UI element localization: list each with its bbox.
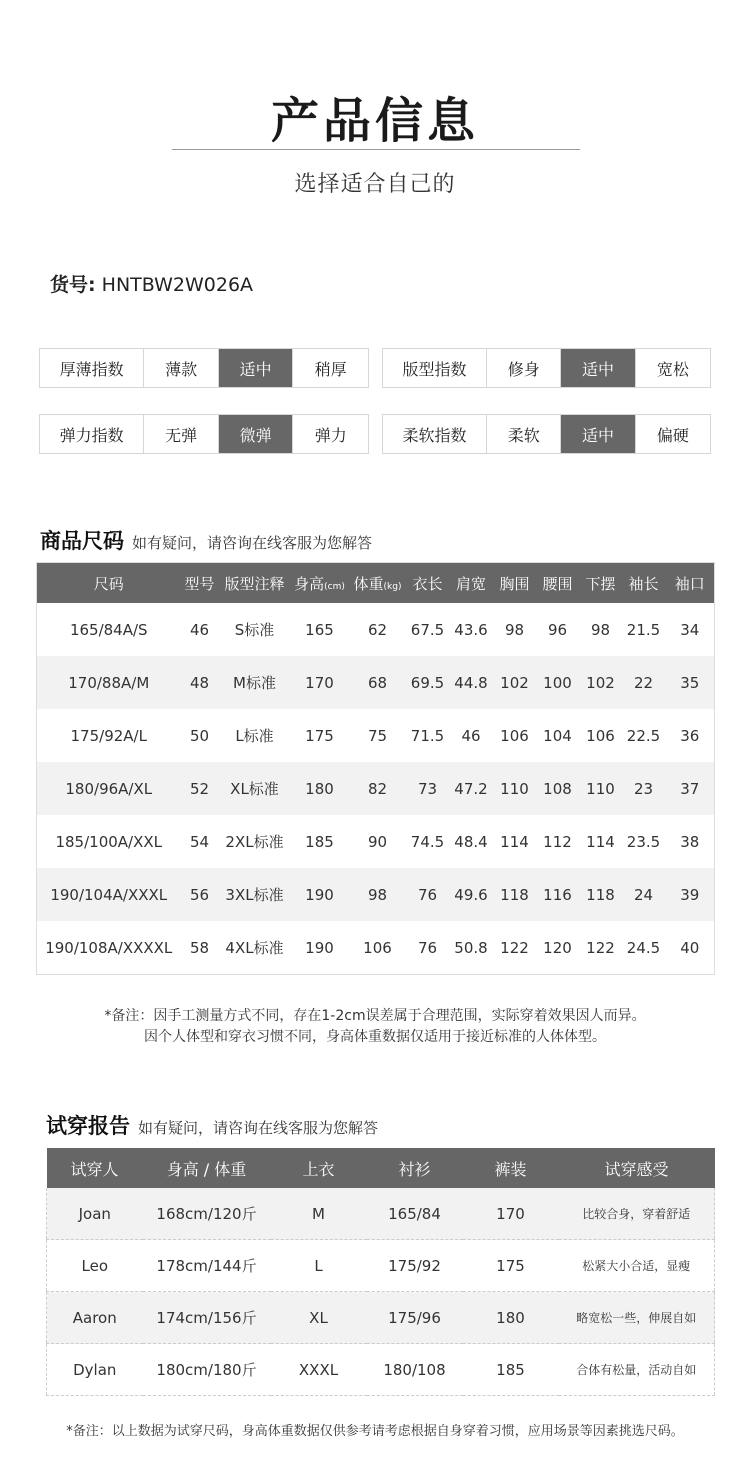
- try-note: *备注：以上数据为试穿尺码，身高体重数据仅供参考请考虑根据自身穿着习惯，应用场景等因素挑选尺码。: [66, 1424, 684, 1439]
- size-cell: 22: [622, 656, 666, 709]
- index-label: 厚薄指数: [40, 349, 144, 387]
- index-label: 柔软指数: [383, 415, 487, 453]
- col-top: 上衣: [271, 1148, 367, 1188]
- size-cell: 98: [590, 620, 611, 639]
- try-cell: 175/96: [367, 1292, 463, 1344]
- size-cell: 40: [680, 938, 700, 957]
- size-cell: 23.5: [626, 832, 661, 851]
- size-row: [37, 762, 715, 815]
- try-feeling-cell: 合体有松量，活动自如: [559, 1344, 715, 1396]
- size-cell: 3XL标准: [219, 868, 291, 921]
- size-cell: 106: [500, 726, 529, 745]
- col-feeling: 试穿感受: [559, 1148, 715, 1188]
- size-cell: 50.8: [454, 938, 488, 957]
- size-cell: 118: [494, 868, 536, 921]
- size-title: 商品尺码: [40, 529, 124, 553]
- try-cell: 180/108: [367, 1344, 463, 1396]
- col-length: 衣长: [407, 563, 449, 604]
- size-cell: 67.5: [410, 620, 445, 639]
- size-note: [0, 1006, 750, 1048]
- size-cell: 102: [580, 656, 622, 709]
- col-sleeve: 袖长: [622, 563, 666, 604]
- try-row: [47, 1188, 715, 1240]
- size-note-line1: *备注：因手工测量方式不同，存在1-2cm误差属于合理范围，实际穿着效果因人而异。: [104, 1008, 646, 1024]
- size-cell: 44.8: [449, 656, 494, 709]
- try-title: 试穿报告: [46, 1114, 130, 1138]
- try-cell: 170: [463, 1188, 559, 1240]
- size-cell: 49.6: [449, 868, 494, 921]
- try-cell: 180cm/180斤: [143, 1344, 271, 1396]
- size-section-title: [40, 525, 372, 555]
- col-chest: 胸围: [494, 563, 536, 604]
- size-cell: 76: [417, 938, 438, 957]
- try-cell: L: [271, 1240, 367, 1292]
- sku-value: HNTBW2W026A: [101, 274, 254, 296]
- size-cell: 165/84A/S: [69, 620, 148, 639]
- size-cell: 108: [536, 762, 580, 815]
- index-option: 弹力: [314, 425, 347, 445]
- size-cell: 50: [189, 726, 210, 745]
- size-cell: 122: [500, 938, 529, 957]
- try-header-row: [47, 1148, 715, 1188]
- size-cell: 90: [367, 832, 388, 851]
- col-height-weight: 身高 / 体重: [143, 1148, 271, 1188]
- size-cell: 106: [363, 938, 392, 957]
- index-label: 弹力指数: [40, 415, 144, 453]
- try-row: [47, 1292, 715, 1344]
- try-cell: 185: [463, 1344, 559, 1396]
- size-cell: 48: [181, 656, 219, 709]
- size-cell: 98: [349, 868, 407, 921]
- try-cell: XXXL: [271, 1344, 367, 1396]
- index-option: 柔软: [487, 415, 561, 453]
- size-cell: 190: [291, 868, 349, 921]
- try-cell: 175/92: [367, 1240, 463, 1292]
- size-cell: 180/96A/XL: [37, 762, 181, 815]
- index-option: 无弹: [144, 415, 219, 453]
- size-cell: 46: [189, 620, 210, 639]
- size-cell: 100: [536, 656, 580, 709]
- size-cell: 24: [622, 868, 666, 921]
- try-cell: 175: [463, 1240, 559, 1292]
- size-cell: 37: [666, 762, 715, 815]
- size-cell: 122: [586, 938, 615, 957]
- size-cell: 118: [580, 868, 622, 921]
- try-cell: Joan: [47, 1188, 143, 1240]
- size-cell: 38: [680, 832, 700, 851]
- size-hint: 如有疑问，请咨询在线客服为您解答: [132, 534, 373, 552]
- size-cell: 71.5: [410, 726, 445, 745]
- index-option: 修身: [487, 349, 561, 387]
- col-size: 尺码: [37, 563, 181, 604]
- size-cell: 116: [536, 868, 580, 921]
- size-cell: 175: [305, 726, 334, 745]
- size-cell: 34: [680, 620, 700, 639]
- size-cell: 165: [305, 620, 334, 639]
- size-cell: 68: [349, 656, 407, 709]
- try-on-table: [46, 1148, 715, 1396]
- index-option: 宽松: [656, 359, 689, 379]
- index-option-selected: 适中: [219, 349, 294, 387]
- size-cell: 190: [305, 938, 334, 957]
- size-cell: 48.4: [454, 832, 488, 851]
- index-option: 偏硬: [656, 425, 689, 445]
- try-hint: 如有疑问，请咨询在线客服为您解答: [138, 1119, 379, 1137]
- try-cell: Dylan: [47, 1344, 143, 1396]
- size-cell: 73: [407, 762, 449, 815]
- col-fit-note: 版型注释: [219, 563, 291, 604]
- try-cell: 168cm/120斤: [143, 1188, 271, 1240]
- try-cell: M: [271, 1188, 367, 1240]
- index-option: 薄款: [144, 349, 219, 387]
- col-weight: 体重(kg): [349, 563, 407, 604]
- col-model: 型号: [181, 563, 219, 604]
- size-cell: 110: [580, 762, 622, 815]
- index-elasticity: [39, 414, 369, 454]
- size-cell: 175/92A/L: [70, 726, 147, 745]
- size-cell: 82: [349, 762, 407, 815]
- size-cell: 35: [666, 656, 715, 709]
- size-cell: 114: [500, 832, 529, 851]
- size-note-line2: 因个人体型和穿衣习惯不同，身高体重数据仅适用于接近标准的人体体型。: [144, 1029, 606, 1045]
- size-cell: 76: [407, 868, 449, 921]
- try-cell: 178cm/144斤: [143, 1240, 271, 1292]
- size-header-row: [37, 563, 715, 604]
- try-cell: Aaron: [47, 1292, 143, 1344]
- page-title: 产品信息: [270, 93, 479, 149]
- size-cell: 43.6: [454, 620, 488, 639]
- try-cell: 165/84: [367, 1188, 463, 1240]
- col-shirt: 衬衫: [367, 1148, 463, 1188]
- index-option: 稍厚: [314, 359, 347, 379]
- col-height: 身高(cm): [291, 563, 349, 604]
- size-row: [37, 603, 715, 656]
- size-cell: 114: [586, 832, 615, 851]
- col-cuff: 袖口: [666, 563, 715, 604]
- size-cell: XL标准: [219, 762, 291, 815]
- try-feeling-cell: 比较合身，穿着舒适: [559, 1188, 715, 1240]
- size-cell: 102: [494, 656, 536, 709]
- sku-line: [50, 270, 253, 297]
- index-option-selected: 适中: [561, 415, 635, 453]
- index-option-selected: 微弹: [219, 415, 294, 453]
- size-row: [37, 815, 715, 868]
- size-cell: 2XL标准: [225, 833, 284, 851]
- index-thickness: [39, 348, 369, 388]
- size-cell: 22.5: [626, 726, 661, 745]
- sku-label: 货号:: [50, 274, 96, 296]
- size-cell: 106: [586, 726, 615, 745]
- size-cell: M标准: [219, 656, 291, 709]
- try-cell: XL: [271, 1292, 367, 1344]
- try-feeling-cell: 略宽松一些，伸展自如: [559, 1292, 715, 1344]
- size-table: [36, 562, 715, 975]
- index-softness: [382, 414, 711, 454]
- try-feeling-cell: 松紧大小合适，显瘦: [559, 1240, 715, 1292]
- size-cell: 21.5: [626, 620, 661, 639]
- size-cell: 170/88A/M: [37, 656, 181, 709]
- size-cell: 190/108A/XXXXL: [45, 938, 173, 957]
- size-cell: 4XL标准: [225, 939, 284, 957]
- try-row: [47, 1344, 715, 1396]
- size-cell: S标准: [234, 621, 275, 639]
- size-cell: 54: [189, 832, 210, 851]
- size-cell: 180: [291, 762, 349, 815]
- size-cell: 104: [543, 726, 572, 745]
- size-row: [37, 709, 715, 762]
- size-cell: 185/100A/XXL: [55, 832, 163, 851]
- size-row: [37, 868, 715, 921]
- size-cell: L标准: [235, 727, 274, 745]
- size-cell: 120: [543, 938, 572, 957]
- try-cell: 180: [463, 1292, 559, 1344]
- size-row: [37, 656, 715, 709]
- size-cell: 110: [494, 762, 536, 815]
- size-cell: 75: [367, 726, 388, 745]
- col-shoulder: 肩宽: [449, 563, 494, 604]
- size-cell: 112: [543, 832, 572, 851]
- size-cell: 190/104A/XXXL: [37, 868, 181, 921]
- try-section-title: [46, 1110, 378, 1140]
- size-cell: 52: [181, 762, 219, 815]
- size-cell: 62: [367, 620, 388, 639]
- size-cell: 58: [189, 938, 210, 957]
- size-cell: 46: [461, 726, 481, 745]
- size-cell: 56: [181, 868, 219, 921]
- page-subtitle: 选择适合自己的: [294, 172, 456, 197]
- size-cell: 47.2: [449, 762, 494, 815]
- size-cell: 24.5: [626, 938, 661, 957]
- size-cell: 96: [547, 620, 568, 639]
- size-row: [37, 921, 715, 975]
- col-person: 试穿人: [47, 1148, 143, 1188]
- title-divider: [172, 149, 580, 150]
- size-cell: 185: [305, 832, 334, 851]
- index-option-selected: 适中: [561, 349, 635, 387]
- size-cell: 23: [622, 762, 666, 815]
- size-cell: 98: [504, 620, 525, 639]
- try-cell: Leo: [47, 1240, 143, 1292]
- size-cell: 69.5: [407, 656, 449, 709]
- col-hem: 下摆: [580, 563, 622, 604]
- size-cell: 74.5: [410, 832, 445, 851]
- size-cell: 170: [291, 656, 349, 709]
- col-waist: 腰围: [536, 563, 580, 604]
- size-cell: 36: [680, 726, 700, 745]
- size-cell: 39: [666, 868, 715, 921]
- try-row: [47, 1240, 715, 1292]
- index-label: 版型指数: [383, 349, 487, 387]
- col-pants: 裤装: [463, 1148, 559, 1188]
- index-fit: [382, 348, 711, 388]
- try-cell: 174cm/156斤: [143, 1292, 271, 1344]
